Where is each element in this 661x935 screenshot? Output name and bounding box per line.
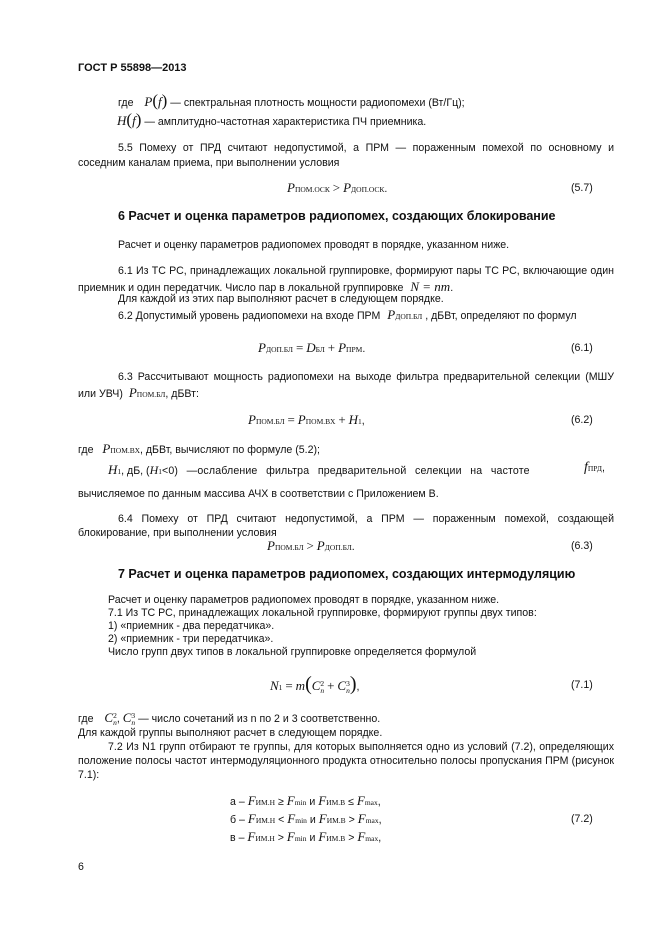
equation-number-6-3: (6.3) (571, 540, 593, 552)
equation-number-7-1: (7.1) (571, 679, 593, 691)
definition-h1: H1, дБ, (H1<0) —ослабление фильтра предварительной селекции на частоте (108, 462, 530, 477)
list-item-2: 2) «приемник - три передатчика». (108, 633, 274, 645)
paragraph-6-2: 6.2 Допустимый уровень радиопомехи на входе ПРМ PДОП.БЛ , дБВт, определяют по формул (118, 307, 577, 322)
section-6-intro: Расчет и оценку параметров радиопомех проводят в порядке, указанном ниже. (118, 239, 510, 251)
equation-7-2-row-b: б – FИМ.Н < Fmin и FИМ.В > Fmax, (230, 811, 382, 826)
equation-number-7-2: (7.2) (571, 813, 593, 825)
definition-combinations: где C 2 n , C 3 n — число сочетаний из n по 2 и 3 соответственно. (78, 710, 381, 728)
paragraph-7-1: 7.1 Из ТС РС, принадлежащих локальной группировке, формируют группы двух типов: (108, 607, 537, 619)
group-count-text: Число групп двух типов в локальной группировке определяется формулой (108, 646, 477, 658)
definition-h1-cont: вычисляемое по данным массива АЧХ в соответствии с Приложением В. (78, 488, 439, 500)
equation-5-7: PПОМ.ОСК > PДОП.ОСК. (287, 180, 388, 195)
pf-symbol: P (144, 94, 153, 109)
hf-symbol: H (117, 113, 127, 128)
section-6-title: 6 Расчет и оценка параметров радиопомех, создающих блокирование (118, 209, 556, 223)
equation-number-6-2: (6.2) (571, 414, 593, 426)
paragraph-6-4: 6.4 Помеху от ПРД считают недопустимой, а ПРМ — пораженным помехой, создающей блокирование, при выполнении условия (78, 513, 614, 539)
definition-pom-vx: где PПОМ.ВХ, дБВт, вычисляют по формуле (5.2); (78, 441, 320, 456)
equation-number-5-7: (5.7) (571, 182, 593, 194)
frequency-f-prd: fПРД, (584, 460, 605, 475)
page-number: 6 (78, 861, 84, 873)
pf-description: — спектральная плотность мощности радиопомехи (Вт/Гц); (170, 97, 465, 109)
hf-description: — амплитудно-частотная характеристика ПЧ приемника. (144, 116, 427, 128)
paragraph-7-2: 7.2 Из N1 групп отбирают те группы, для которых выполняется одно из условий (7.2), определяющих положение полосы частот интермодуляционного продукта относительно полосы пропускания ПРМ (рисунок 7.1): (78, 741, 614, 781)
section-7-title: 7 Расчет и оценка параметров радиопомех, создающих интермодуляцию (118, 567, 576, 581)
definition-hf: H(f) — амплитудно-частотная характеристика ПЧ приемника. (117, 110, 427, 129)
equation-6-3: PПОМ.БЛ > PДОП.БЛ. (267, 538, 355, 553)
section-7-intro: Расчет и оценку параметров радиопомех проводят в порядке, указанном ниже. (108, 594, 500, 606)
paragraph-6-3: 6.3 Рассчитывают мощность радиопомехи на выходе фильтра предварительной селекции (МШУ или УВЧ) PПОМ.БЛ, дБВт: (78, 371, 614, 400)
paragraph-5-5: 5.5 Помеху от ПРД считают недопустимой, а ПРМ — пораженным помехой по основному и соседним каналам приема, при выполнении условия (78, 142, 614, 169)
where-label: где (118, 97, 134, 109)
equation-7-2-row-a: а – FИМ.Н ≥ Fmin и FИМ.В ≤ Fmax, (230, 793, 381, 808)
calc-order-text: Для каждой группы выполняют расчет в следующем порядке. (78, 727, 383, 739)
paragraph-6-1-cont: Для каждой из этих пар выполняют расчет в следующем порядке. (118, 293, 444, 305)
equation-7-2-row-c: в – FИМ.Н > Fmin и FИМ.В > Fmax, (230, 829, 382, 844)
equation-6-2: PПОМ.БЛ = PПОМ.ВХ + H1, (248, 412, 365, 427)
equation-7-1: N1 = m(C 2 n + C 3 n ), (270, 673, 360, 696)
paragraph-6-1: 6.1 Из ТС РС, принадлежащих локальной группировке, формируют пары ТС РС, включающие один приемник и один передатчик. Число пар в локальной группировке N = nm. (78, 265, 614, 294)
pairs-formula: N = nm (410, 279, 451, 294)
document-header: ГОСТ Р 55898—2013 (78, 62, 187, 74)
equation-number-6-1: (6.1) (571, 342, 593, 354)
list-item-1: 1) «приемник - два передатчика». (108, 620, 275, 632)
definition-pf: где P(f) — спектральная плотность мощности радиопомехи (Вт/Гц); (118, 91, 465, 110)
equation-6-1: PДОП.БЛ = DБЛ + PПРМ. (258, 340, 366, 355)
